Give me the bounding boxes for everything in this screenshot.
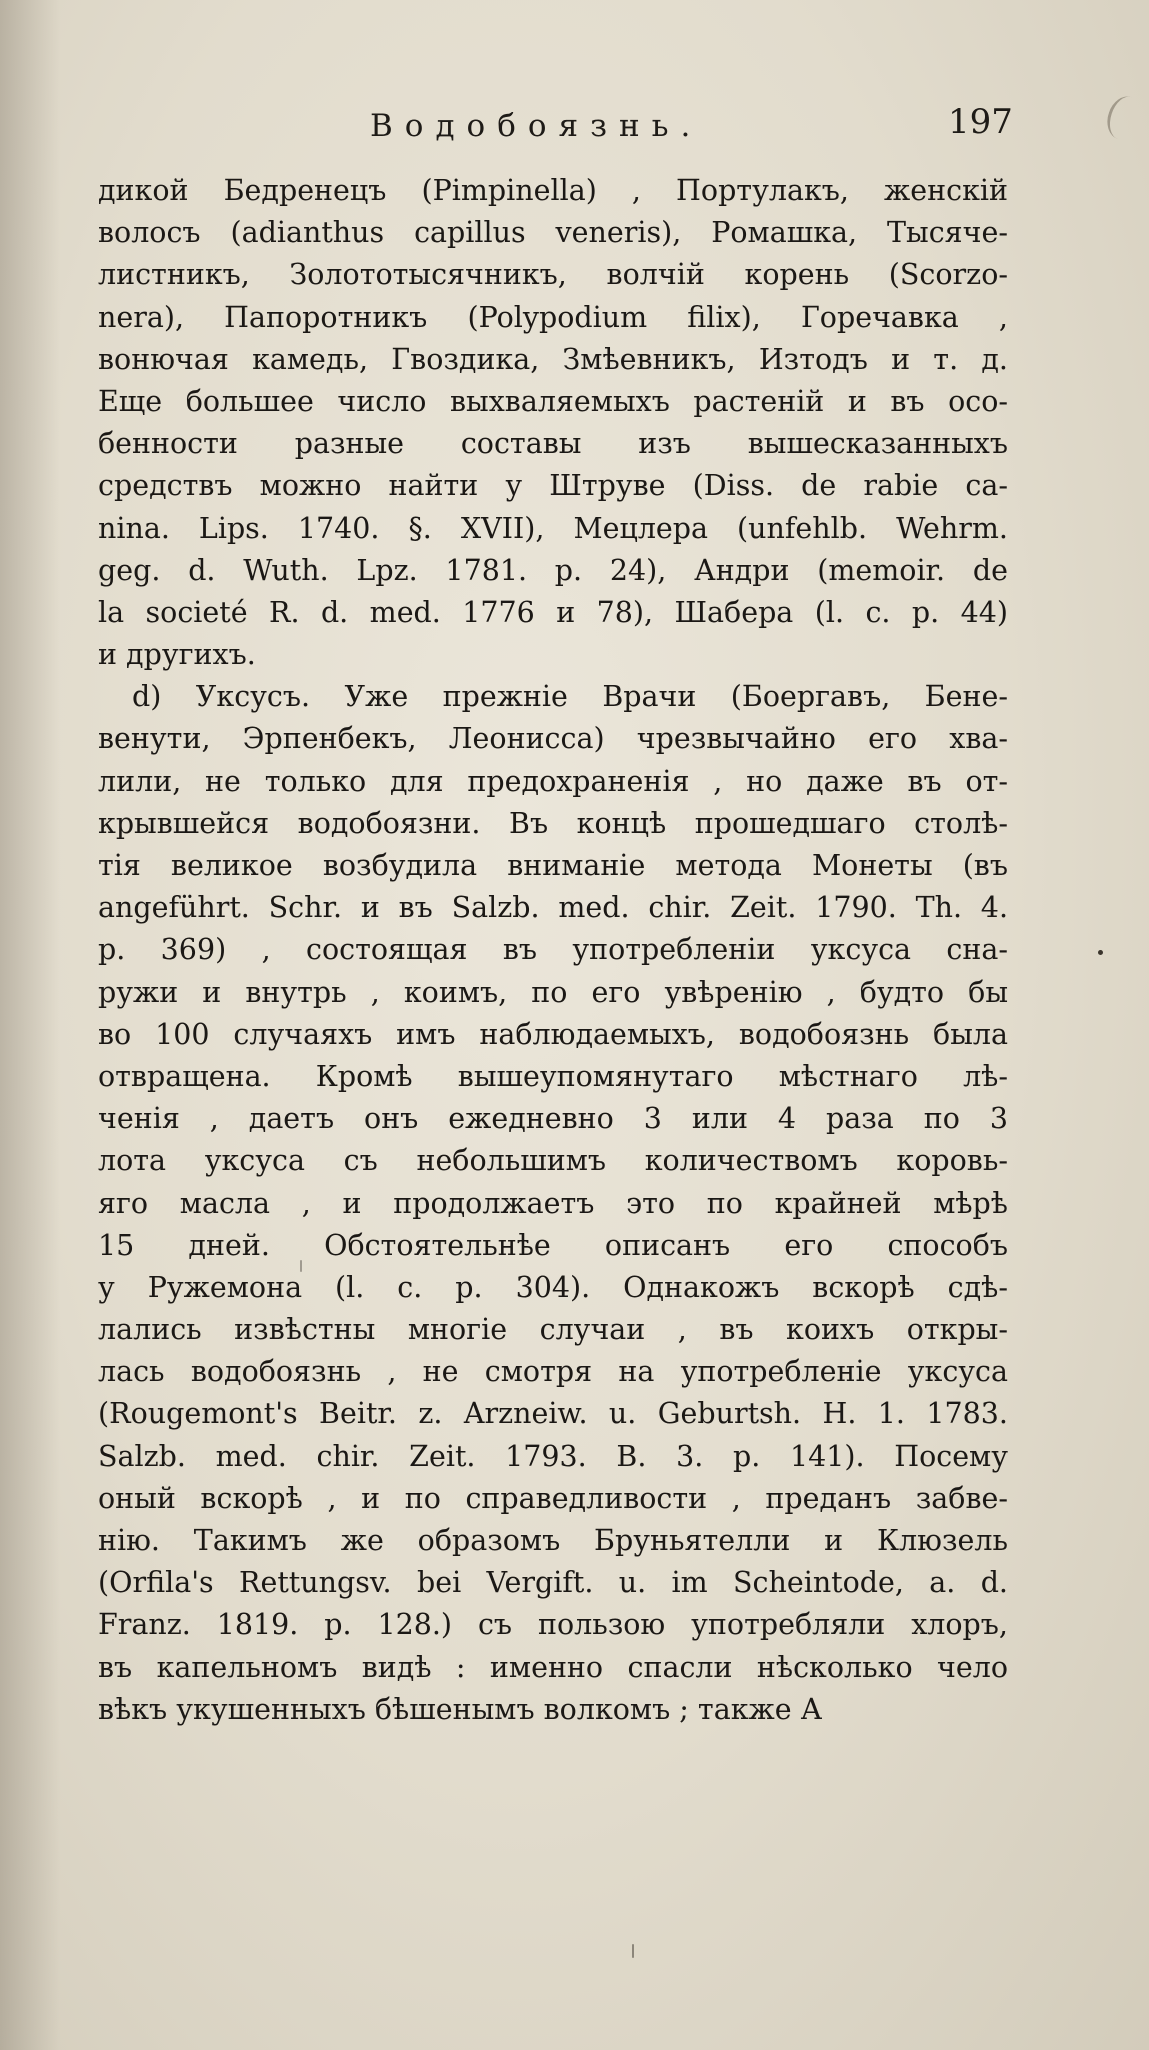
text-line: бенности разные составы изъ вышесказанныхъ [98, 427, 1008, 461]
text-line: лили, не только для предохраненія , но даже въ от- [98, 764, 1008, 798]
text-line: крывшейся водобоязни. Въ концѣ прошедшаго столѣ- [98, 806, 1008, 840]
page-edge-shadow [0, 0, 60, 2050]
text-line: тія великое возбудила вниманіе метода Монеты (въ [98, 849, 1008, 882]
text-line: оный вскорѣ , и по справедливости , преданъ забве- [98, 1481, 1008, 1515]
text-line: d) Уксусъ. Уже прежніе Врачи (Боергавъ, Бене- [132, 680, 1008, 714]
text-line: ченія , даетъ онъ ежедневно 3 или 4 раза по 3 [98, 1102, 1008, 1136]
text-line: отвращена. Кромѣ вышеупомянутаго мѣстнаго лѣ- [98, 1059, 1008, 1093]
text-line: средствъ можно найти у Штруве (Diss. de rabie ca- [98, 469, 1008, 503]
text-line: (Orfila's Rettungsv. bei Vergift. u. im Scheintode, a. d. [98, 1566, 1008, 1600]
text-line: (Rougemont's Beitr. z. Arzneiw. u. Geburtsh. H. 1. 1783. [98, 1397, 1008, 1431]
text-line: нію. Такимъ же образомъ Бруньятелли и Клюзель [98, 1524, 1008, 1557]
text-line: p. 369) , состоящая въ употребленіи уксуса сна- [98, 933, 1008, 967]
text-line: Еще большее число выхваляемыхъ растеній и въ осо- [98, 384, 1008, 418]
text-line: во 100 случаяхъ имъ наблюдаемыхъ, водобоязнь была [98, 1017, 1008, 1051]
text-line: 15 дней. Обстоятельнѣе описанъ его способъ [98, 1228, 1008, 1262]
text-line: nera), Папоротникъ (Polypodium filix), Горечавка , [98, 300, 1008, 334]
text-line: лались извѣстны многіе случаи , въ коихъ откры- [98, 1313, 1008, 1347]
text-line: nina. Lips. 1740. §. XVII), Мецлера (unfehlb. Wehrm. [98, 511, 1008, 545]
text-line: вѣкъ укушенныхъ бѣшенымъ волкомъ ; также А [98, 1692, 823, 1726]
text-line: у Ружемона (l. c. p. 304). Однакожъ вскорѣ сдѣ- [98, 1270, 1008, 1304]
text-line: angeführt. Schr. и въ Salzb. med. chir. Zeit. 1790. Th. 4. [98, 891, 1008, 925]
page-body [98, 170, 1008, 1731]
text-line: лота уксуса съ небольшимъ количествомъ коровь- [98, 1144, 1008, 1178]
text-line: волосъ (adianthus capillus veneris), Ромашка, Тысяче- [98, 216, 1008, 250]
text-line: въ капельномъ видѣ : именно спасли нѣсколько чело [98, 1650, 1008, 1684]
text-line: яго масла , и продолжаетъ это по крайней мѣрѣ [98, 1186, 1008, 1220]
text-line: Salzb. med. chir. Zeit. 1793. B. 3. p. 141). Посему [98, 1439, 1008, 1473]
page-number: 197 [948, 102, 1013, 142]
text-line: дикой Бедренецъ (Pimpinella) , Портулакъ, женскій [98, 174, 1008, 207]
text-line: листникъ, Золототысячникъ, волчій корень (Scorzo- [98, 258, 1008, 292]
text-line: лась водобоязнь , не смотря на употребленіе уксуса [98, 1355, 1008, 1389]
text-line: ружи и внутрь , коимъ, по его увѣренію , будто бы [98, 975, 1008, 1009]
text-line: geg. d. Wuth. Lpz. 1781. p. 24), Андри (memoir. de [98, 553, 1008, 587]
text-line: Franz. 1819. p. 128.) съ пользою употребляли хлоръ, [98, 1608, 1008, 1642]
page-header [0, 102, 1149, 158]
text-line: венути, Эрпенбекъ, Леонисса) чрезвычайно его хва- [98, 722, 1008, 756]
text-line: la societé R. d. med. 1776 и 78), Шабера (l. c. p. 44) [98, 595, 1008, 629]
text-line: вонючая камедь, Гвоздика, Змѣевникъ, Изтодъ и т. д. [98, 342, 1008, 376]
text-line: и другихъ. [98, 638, 256, 672]
running-head: Водобоязнь. [370, 108, 703, 144]
